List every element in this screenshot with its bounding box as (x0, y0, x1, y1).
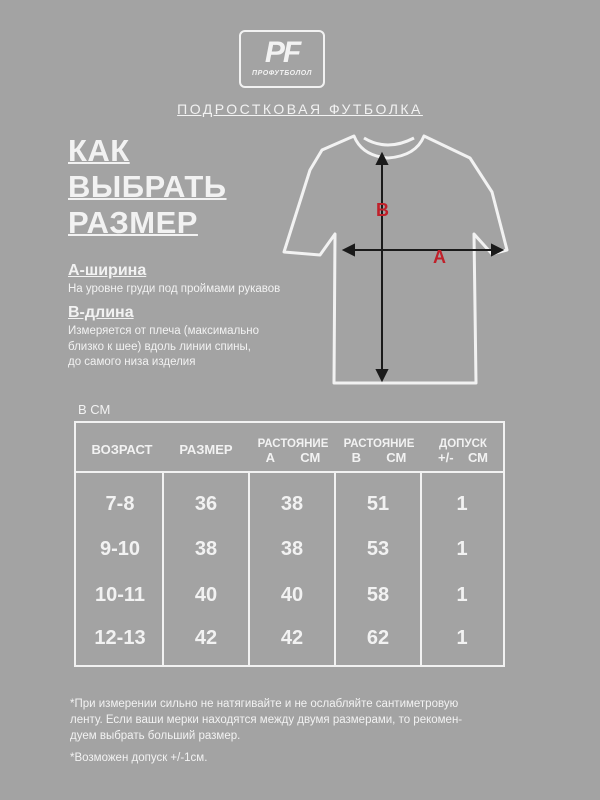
header-divider (76, 471, 503, 473)
column-divider (248, 473, 250, 665)
width-definition-line: На уровне груди под проймами рукавов (68, 283, 281, 295)
cell-size: 38 (194, 538, 218, 560)
label-a: A (433, 247, 446, 267)
note-line: дуем выбрать больший размер. (70, 730, 241, 742)
column-divider (334, 473, 336, 665)
brand-logo (239, 30, 325, 88)
length-definition-title: В-длина (68, 304, 134, 321)
width-definition-title: А-ширина (68, 262, 147, 279)
measurement-note (70, 696, 462, 744)
arrow-head-left (344, 245, 354, 255)
logo-subtext: ПРОФУТБОЛОЛ (252, 70, 312, 77)
arrow-head-down (377, 370, 387, 380)
cell-distance-b: 62 (366, 627, 390, 649)
title-line-1: КАК (68, 133, 130, 168)
page-title (68, 133, 227, 241)
length-definition-line: близко к шее) вдоль линии спины, (68, 340, 251, 353)
length-definition-text (68, 324, 259, 371)
cell-age: 10-11 (94, 584, 146, 606)
cell-distance-b: 53 (366, 538, 390, 560)
title-line-2: ВЫБРАТЬ (68, 169, 227, 204)
cell-distance-b: 51 (366, 493, 390, 515)
cell-distance-a: 42 (280, 627, 304, 649)
length-definition-line: Измеряется от плеча (максимально (68, 325, 260, 337)
label-b: B (376, 200, 389, 220)
note-line: *При измерении сильно не натягивайте и не ослабляйте сантиметровую (70, 698, 459, 710)
header-distance-a: РАСТОЯНИЕ А СМ (257, 438, 329, 465)
arrow-head-right (492, 245, 502, 255)
cell-size: 42 (194, 627, 218, 649)
width-definition-text (68, 282, 280, 298)
header-age: ВОЗРАСТ (91, 442, 153, 457)
title-line-3: РАЗМЕР (68, 205, 198, 240)
cell-age: 12-13 (94, 627, 146, 649)
length-definition-line: до самого низа изделия (68, 356, 196, 368)
logo-mark: PF (264, 36, 300, 69)
cell-tolerance: 1 (456, 538, 468, 560)
tshirt-diagram (282, 130, 512, 395)
tshirt-outline (284, 136, 507, 383)
cell-age: 7-8 (105, 493, 135, 515)
cell-size: 36 (194, 493, 218, 515)
product-subtitle: ПОДРОСТКОВАЯ ФУТБОЛКА (177, 101, 423, 117)
tolerance-note: *Возможен допуск +/-1см. (70, 752, 208, 764)
cell-distance-a: 38 (280, 493, 304, 515)
cell-age: 9-10 (99, 538, 141, 560)
cell-tolerance: 1 (456, 584, 468, 606)
note-line: ленту. Если ваши мерки находятся между двумя размерами, то рекомен- (70, 714, 463, 726)
column-divider (162, 473, 164, 665)
size-table (74, 421, 505, 667)
header-distance-b: РАСТОЯНИЕ В СМ (343, 438, 415, 465)
cell-distance-a: 38 (280, 538, 304, 560)
header-size: РАЗМЕР (179, 442, 233, 457)
cell-distance-b: 58 (366, 584, 390, 606)
units-label: В СМ (78, 402, 111, 417)
cell-tolerance: 1 (456, 493, 468, 515)
cell-tolerance: 1 (456, 627, 468, 649)
cell-distance-a: 40 (280, 584, 304, 606)
cell-size: 40 (194, 584, 218, 606)
header-tolerance: ДОПУСК +/- СМ (437, 438, 489, 465)
measure-arrows (344, 154, 502, 380)
